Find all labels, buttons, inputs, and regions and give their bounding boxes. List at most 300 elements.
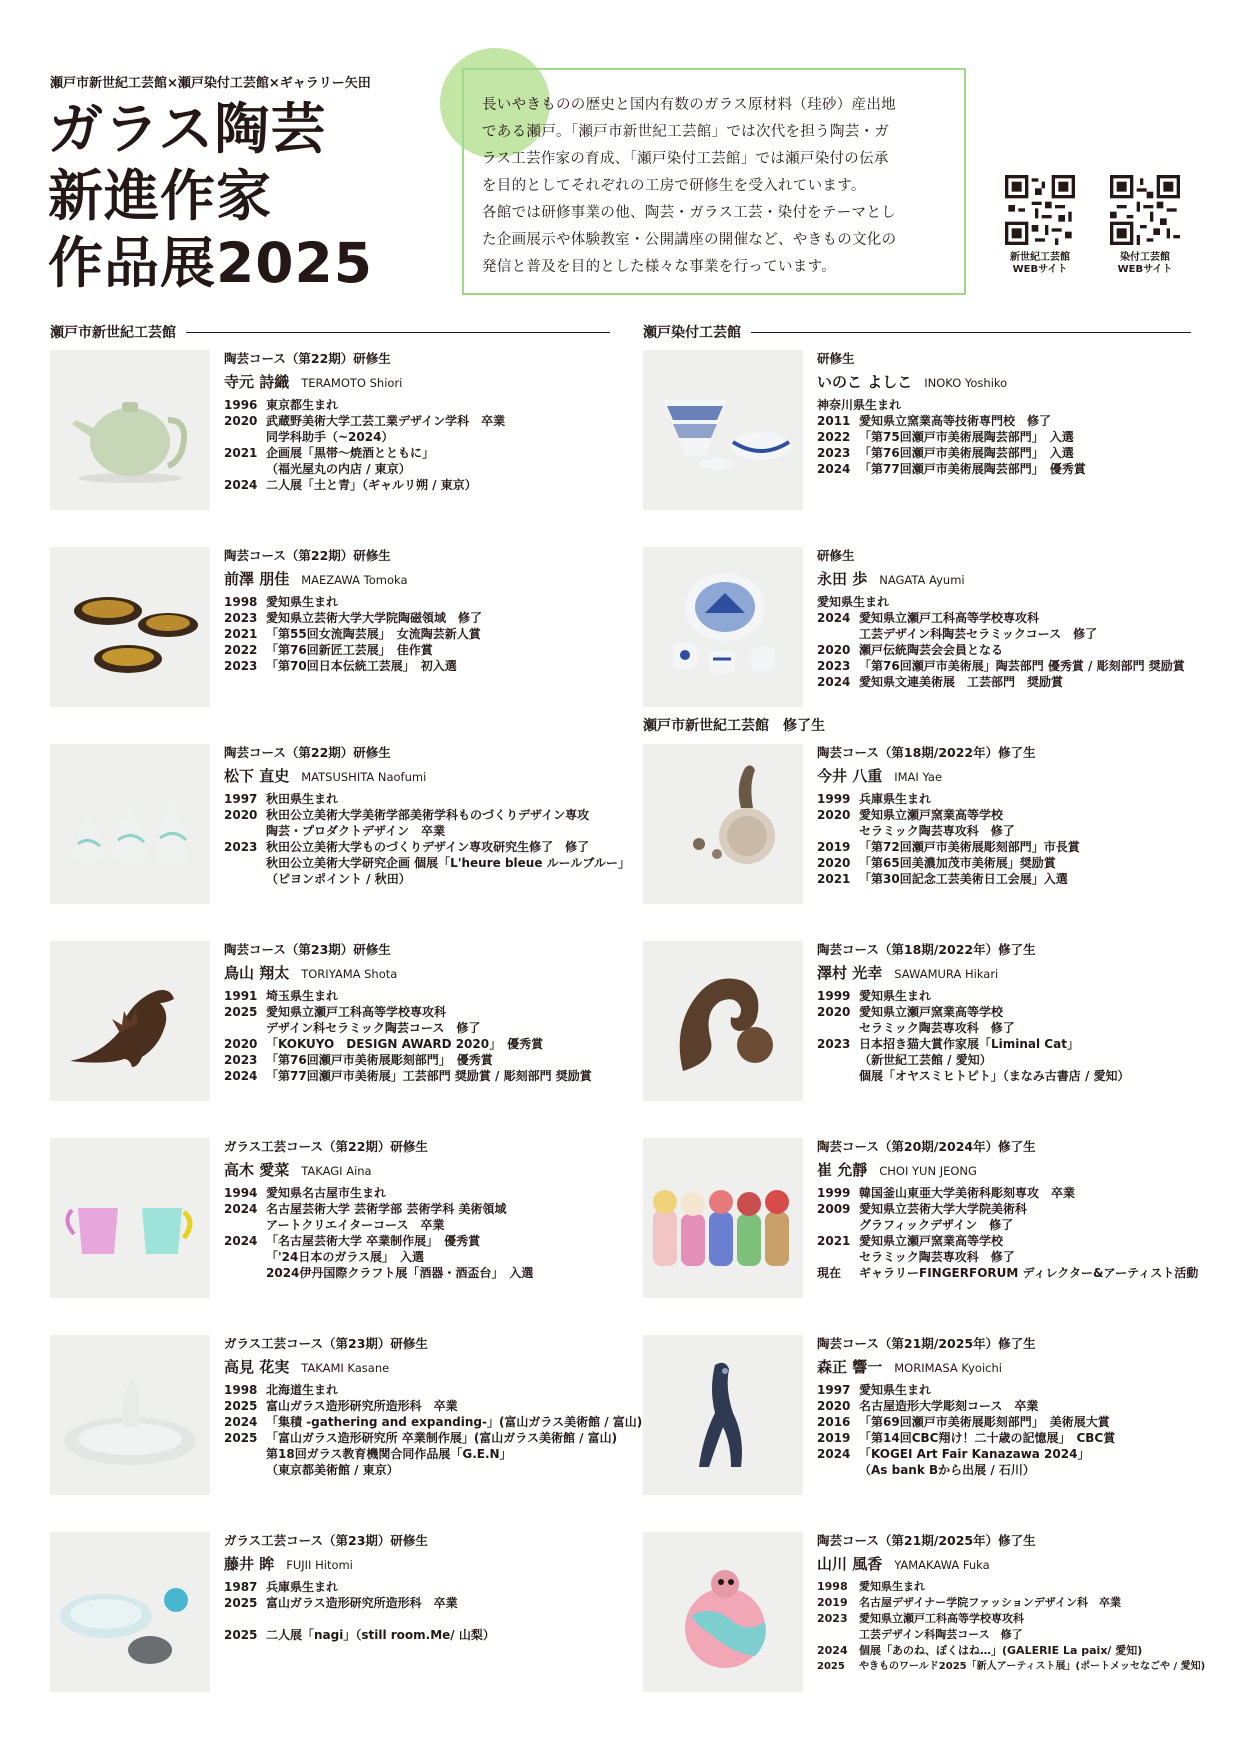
course-label: 陶芸コース（第21期/2025年）修了生 (817, 1533, 1036, 1548)
course-label: 陶芸コース（第21期/2025年）修了生 (817, 1336, 1036, 1351)
history-row (817, 1595, 1207, 1611)
history-text: 愛知県立芸術大学大学院陶磁領域 修了 (266, 611, 483, 625)
history-text: 富山ガラス造形研究所造形科 卒業 (266, 1399, 458, 1413)
history-text: 「第76回瀬戸市美術展陶芸部門」 入選 (859, 446, 1074, 460)
history-row (817, 1265, 1207, 1281)
history-row (224, 1036, 614, 1052)
teapot-image (50, 350, 210, 510)
history-text: 「集積 -gathering and expanding-」(富山ガラス美術館 / 富山) (266, 1415, 643, 1429)
course-label: 陶芸コース（第22期）研修生 (224, 351, 391, 366)
history-row (224, 610, 614, 626)
history-year: 2009 (817, 1202, 851, 1216)
vases-image (50, 744, 210, 904)
artist-info (224, 1532, 614, 1643)
section-header-left (50, 322, 610, 342)
history-text: 愛知県生まれ (817, 595, 890, 609)
history-list (817, 1579, 1207, 1675)
history-text: 秋田公立美術大学美術学部美術学科ものづくりデザイン専攻 (266, 808, 590, 822)
artist-entry (50, 1532, 610, 1712)
history-text: 企画展「黒帯～焼酒とともに」 (266, 446, 435, 460)
history-year: 2022 (224, 643, 258, 657)
history-text: 「第75回瀬戸市美術展陶芸部門」 入選 (859, 430, 1074, 444)
history-text: 愛知県立窯業高等技術専門校 修了 (859, 414, 1052, 428)
artist-entry (643, 1138, 1203, 1318)
history-year: 2023 (224, 840, 258, 854)
name-row (224, 765, 614, 786)
history-year (224, 1446, 266, 1462)
history-year: 2023 (224, 1053, 258, 1067)
history-year (224, 1265, 266, 1281)
blue-bowls-image (643, 350, 803, 510)
history-list (817, 988, 1207, 1084)
history-row (817, 1398, 1207, 1414)
artist-info (817, 744, 1207, 887)
artist-entry (643, 744, 1203, 924)
history-row (224, 1446, 614, 1462)
history-row (817, 1020, 1207, 1036)
course-label: 陶芸コース（第18期/2022年）修了生 (817, 942, 1036, 957)
history-text: 武蔵野美術大学工芸工業デザイン学科 卒業 (266, 414, 506, 428)
history-text: 東京都生まれ (266, 398, 339, 412)
history-row (817, 871, 1207, 887)
history-year: 1999 (817, 792, 851, 806)
history-year (817, 823, 859, 839)
history-text: 北海道生まれ (266, 1383, 339, 1397)
history-year: 2019 (817, 1596, 848, 1609)
artwork-photo (643, 350, 803, 510)
history-text: 「第14回CBC翔け！二十歳の記憶展」 CBC賞 (859, 1431, 1116, 1445)
history-year: 2019 (817, 840, 851, 854)
plates-image (50, 547, 210, 707)
intro-text (482, 92, 947, 281)
sometsuke-ware-image (643, 547, 803, 707)
history-text: セラミック陶芸専攻科 修了 (859, 824, 1015, 838)
course-label: ガラス工芸コース（第23期）研修生 (224, 1533, 428, 1548)
history-year: 2021 (817, 1234, 851, 1248)
history-text: 「第30回記念工芸美術日工会展」入選 (859, 872, 1068, 886)
history-year: 1994 (224, 1186, 258, 1200)
qr-code-sometsuke[interactable] (1110, 175, 1180, 245)
history-row (224, 1430, 618, 1446)
artwork-photo (643, 941, 803, 1101)
artist-name-en: TERAMOTO Shiori (301, 376, 403, 390)
history-text: 愛知県名古屋市生まれ (266, 1186, 387, 1200)
history-year: 2025 (817, 1661, 845, 1672)
artist-entry (50, 547, 610, 727)
history-year: 1999 (817, 1186, 851, 1200)
history-year: 現在 (817, 1266, 842, 1280)
artist-name-en: CHOI YUN JEONG (879, 1164, 977, 1178)
history-text: 「'24日本のガラス展」 入選 (266, 1250, 425, 1264)
history-row (224, 413, 614, 429)
intro-line: 発信と普及を目的とした様々な事業を行っています。 (482, 259, 837, 275)
course-label: 陶芸コース（第22期）研修生 (224, 745, 391, 760)
artist-info (817, 1138, 1207, 1281)
history-year: 2023 (224, 611, 258, 625)
history-text: （東京都美術館 / 東京） (266, 1463, 399, 1477)
history-year: 1996 (224, 398, 258, 412)
history-list (224, 397, 614, 493)
artist-name-jp: 高見 花実 (224, 1358, 290, 1376)
history-row (224, 429, 614, 445)
history-year: 2021 (224, 446, 258, 460)
history-row (224, 461, 614, 477)
history-row (224, 988, 614, 1004)
history-year: 2020 (224, 808, 258, 822)
history-text: 愛知県生まれ (859, 1580, 925, 1593)
history-row (817, 1430, 1207, 1446)
history-text: （新世紀工芸館 / 愛知） (859, 1053, 992, 1067)
name-row (817, 371, 1207, 392)
history-text: 工芸デザイン科陶芸コース 修了 (859, 1628, 1023, 1641)
history-row (817, 1217, 1207, 1233)
artist-name-jp: 森正 響一 (817, 1358, 883, 1376)
name-row (224, 1356, 614, 1377)
history-year: 2011 (817, 414, 851, 428)
history-year (817, 1217, 859, 1233)
course-label: 研修生 (817, 351, 855, 366)
history-year (817, 1068, 859, 1084)
history-list (817, 1382, 1207, 1478)
history-text: （As bank Bから出展 / 石川） (859, 1463, 1035, 1477)
history-row (817, 1382, 1207, 1398)
history-text: 愛知県生まれ (859, 989, 932, 1003)
history-text: 秋田公立美術大学ものづくりデザイン専攻研究生修了 修了 (266, 840, 590, 854)
name-row (817, 962, 1207, 983)
history-row (817, 1462, 1207, 1478)
name-row (817, 1356, 1207, 1377)
history-year: 2023 (817, 1037, 851, 1051)
artist-name-en: FUJII Hitomi (286, 1558, 353, 1572)
history-year (224, 855, 266, 871)
history-text: 「KOKUYO DESIGN AWARD 2020」 優秀賞 (266, 1037, 544, 1051)
history-text: 愛知県文連美術展 工芸部門 奨励賞 (859, 675, 1064, 689)
history-text: 「第77回瀬戸市美術展」工芸部門 奨励賞 / 彫刻部門 奨励賞 (266, 1069, 592, 1083)
intro-line: を目的としてそれぞれの工房で研修生を受入れています。 (482, 178, 866, 194)
artist-info (817, 941, 1207, 1084)
history-row (817, 1052, 1207, 1068)
history-row (224, 1004, 614, 1020)
artist-info (817, 350, 1207, 477)
history-year (817, 626, 859, 642)
history-year: 2021 (817, 872, 851, 886)
history-text: 愛知県生まれ (859, 1383, 932, 1397)
history-text: 埼玉県生まれ (266, 989, 339, 1003)
artwork-photo (643, 547, 803, 707)
history-text: 韓国釜山東亜大学美術科彫刻専攻 卒業 (859, 1186, 1076, 1200)
course-label: ガラス工芸コース（第22期）研修生 (224, 1139, 428, 1154)
name-row (224, 1159, 614, 1180)
artist-name-jp: 今井 八重 (817, 767, 883, 785)
history-text: 「名古屋芸術大学 卒業制作展」 優秀賞 (266, 1234, 481, 1248)
dinosaur-sculpture-image (50, 941, 210, 1101)
history-row (224, 658, 614, 674)
artist-name-en: TAKAMI Kasane (301, 1361, 390, 1375)
artist-name-en: MORIMASA Kyoichi (894, 1361, 1002, 1375)
artwork-photo (50, 1335, 210, 1495)
history-year: 2023 (817, 659, 851, 673)
history-text: ギャラリーFINGERFORUM ディレクター&アーティスト活動 (859, 1266, 1199, 1280)
history-year: 2022 (817, 430, 851, 444)
artist-name-jp: 高木 愛菜 (224, 1161, 290, 1179)
history-year: 2024 (224, 1234, 258, 1248)
section-title: 瀬戸市新世紀工芸館 (50, 325, 176, 341)
history-year (817, 1020, 859, 1036)
history-row (224, 1595, 614, 1611)
artist-name-en: YAMAKAWA Fuka (894, 1558, 990, 1572)
history-row (817, 626, 1207, 642)
figurines-image (643, 1138, 803, 1298)
history-text: 二人展「土と青」（ギャルリ朔 / 東京） (266, 478, 477, 492)
artwork-photo (50, 744, 210, 904)
artist-info (224, 744, 630, 887)
history-row (224, 445, 614, 461)
history-text: 陶芸・プロダクトデザイン 卒業 (266, 824, 446, 838)
name-row (224, 371, 614, 392)
history-year: 2024 (817, 1644, 848, 1657)
intro-line: 長いやきものの歴史と国内有数のガラス原材料（珪砂）産出地 (482, 97, 896, 113)
history-year: 1998 (224, 1383, 258, 1397)
history-year (224, 1249, 266, 1265)
history-list (224, 1579, 614, 1643)
title-line-2: 新進作家 (48, 164, 273, 228)
figure-sculpture-image (643, 1335, 803, 1495)
artist-entry (50, 1335, 643, 1515)
history-year (224, 1462, 266, 1478)
history-year: 1991 (224, 989, 258, 1003)
history-text: 日本招き猫大賞作家展「Liminal Cat」 (859, 1037, 1079, 1051)
history-row (817, 1068, 1207, 1084)
history-year: 2020 (224, 1037, 258, 1051)
history-year: 2024 (817, 1447, 851, 1461)
qr-caption-line: WEBサイト (1117, 264, 1173, 275)
qr-caption-sometsuke (1100, 252, 1190, 276)
history-row (817, 1446, 1207, 1462)
artist-name-jp: 寺元 詩織 (224, 373, 290, 391)
history-year (224, 871, 266, 887)
artist-name-en: NAGATA Ayumi (879, 573, 965, 587)
intro-line: ラス工芸作家の育成、「瀬戸染付工芸館」では瀬戸染付の伝承 (482, 151, 889, 167)
name-row (817, 1159, 1207, 1180)
history-row (224, 1185, 614, 1201)
history-row (224, 871, 614, 887)
glass-objects-image (50, 1532, 210, 1692)
history-list (224, 594, 614, 674)
history-text: （ピヨンポイント / 秋田） (266, 872, 411, 886)
creature-sculpture-image (643, 1532, 803, 1692)
history-row (817, 461, 1207, 477)
name-row (224, 568, 614, 589)
history-text: 「第72回瀬戸市美術展彫刻部門」市長賞 (859, 840, 1080, 854)
section-rule (751, 332, 1191, 333)
history-row (817, 413, 1207, 429)
course-label: 研修生 (817, 548, 855, 563)
name-row (817, 1553, 1207, 1574)
history-text: アートクリエイターコース 卒業 (266, 1218, 445, 1232)
history-text: 工芸デザイン科陶芸セラミックコース 修了 (859, 627, 1098, 641)
history-year: 1999 (817, 989, 851, 1003)
history-year: 2025 (224, 1628, 258, 1642)
history-year: 1997 (817, 1383, 851, 1397)
artist-info (224, 941, 614, 1084)
artist-name-en: IMAI Yae (894, 770, 943, 784)
history-text: 兵庫県生まれ (859, 792, 932, 806)
history-row (224, 1265, 614, 1281)
artist-name-en: MAEZAWA Tomoka (301, 573, 408, 587)
intro-line: た企画展示や体験教室・公開講座の開催など、やきもの文化の (482, 232, 897, 248)
history-row (224, 807, 614, 823)
history-year (817, 1052, 859, 1068)
history-text: 名古屋デザイナー学院ファッションデザイン科 卒業 (859, 1596, 1122, 1609)
history-text: 二人展「nagi」（still room.Me/ 山梨） (266, 1628, 495, 1642)
history-text: 兵庫県生まれ (266, 1580, 339, 1594)
history-year: 2024 (817, 675, 851, 689)
history-text: 「KOGEI Art Fair Kanazawa 2024」 (859, 1447, 1090, 1461)
history-list (817, 397, 1207, 477)
history-row (817, 1627, 1207, 1643)
history-text: 神奈川県生まれ (817, 398, 902, 412)
history-text: 愛知県立瀬戸窯業高等学校 (859, 1234, 1004, 1248)
qr-code-shinseiki[interactable] (1005, 175, 1075, 245)
artist-entry (643, 941, 1203, 1121)
history-text: 同学科助手（~2024） (266, 430, 394, 444)
course-label: 陶芸コース（第20期/2024年）修了生 (817, 1139, 1036, 1154)
artist-entry (50, 744, 630, 924)
history-row (224, 1414, 643, 1430)
history-year: 2023 (224, 659, 258, 673)
artist-info (817, 1532, 1207, 1675)
history-year: 2024 (224, 478, 258, 492)
history-text: （福光屋丸の内店 / 東京） (266, 462, 411, 476)
history-row (817, 674, 1207, 690)
history-text: 個展「あのね、ぼくはね…」(GALERIE La paix/ 愛知) (859, 1644, 1143, 1657)
artwork-photo (643, 1335, 803, 1495)
artwork-photo (643, 1138, 803, 1298)
artwork-photo (50, 941, 210, 1101)
history-year: 2024 (817, 611, 851, 625)
title-line-3: 作品展2025 (48, 231, 374, 295)
history-text: 秋田県生まれ (266, 792, 339, 806)
history-row (817, 1233, 1207, 1249)
history-row (224, 1052, 614, 1068)
history-row (224, 397, 614, 413)
history-text: 秋田公立美術大学研究企画 個展「L'heure bleue ルールブルー」 (266, 856, 630, 870)
artist-info (224, 1335, 643, 1478)
history-year: 2020 (817, 643, 851, 657)
history-row (224, 1398, 614, 1414)
intro-line: 各館では研修事業の他、陶芸・ガラス工芸・染付をテーマとし (482, 205, 896, 221)
history-row (817, 594, 1207, 610)
artist-name-jp: 前澤 朋佳 (224, 570, 290, 588)
history-year: 1998 (224, 595, 258, 609)
history-text: 「第76回瀬戸市美術展彫刻部門」 優秀賞 (266, 1053, 493, 1067)
history-text: 富山ガラス造形研究所造形科 卒業 (266, 1596, 458, 1610)
name-row (224, 962, 614, 983)
history-text: 愛知県立瀬戸工科高等学校専攻科 (859, 611, 1040, 625)
history-text: 第18回ガラス教育機関合同作品展「G.E.N」 (266, 1447, 512, 1461)
history-row (817, 1659, 1207, 1675)
history-row (224, 839, 614, 855)
history-text: 名古屋芸術大学 芸術学部 芸術学科 美術領域 (266, 1202, 507, 1216)
history-year: 2020 (817, 856, 851, 870)
section-title: 瀬戸染付工芸館 (643, 325, 741, 341)
artist-info (224, 547, 614, 674)
history-row (817, 610, 1207, 626)
qr-caption-line: WEBサイト (1012, 264, 1068, 275)
history-year: 2016 (817, 1415, 851, 1429)
history-list (817, 791, 1207, 887)
history-row (224, 1462, 614, 1478)
history-row (224, 1611, 614, 1627)
history-row (224, 823, 614, 839)
artist-name-jp: 崔 允靜 (817, 1161, 868, 1179)
history-year (224, 429, 266, 445)
glass-plate-image (50, 1335, 210, 1495)
history-text: 「第65回美濃加茂市美術展」奨励賞 (859, 856, 1056, 870)
history-text: 愛知県立瀬戸工科高等学校専攻科 (859, 1612, 1024, 1625)
artist-name-en: TAKAGI Aina (301, 1164, 372, 1178)
name-row (817, 568, 1207, 589)
history-year (224, 1217, 266, 1233)
history-text: やきものワールド2025「新人アーティスト展」(ポートメッセなごや / 愛知) (859, 1661, 1206, 1672)
history-year: 2024 (224, 1415, 258, 1429)
history-year: 2019 (817, 1431, 851, 1445)
history-year: 2020 (224, 414, 258, 428)
history-row (224, 1579, 614, 1595)
history-list (224, 1382, 643, 1478)
artist-name-jp: 山川 風香 (817, 1555, 883, 1573)
artist-entry (643, 1335, 1203, 1515)
course-label: 陶芸コース（第23期）研修生 (224, 942, 391, 957)
artist-entry (50, 1138, 610, 1318)
history-text: 愛知県立瀬戸工科高等学校専攻科 (266, 1005, 447, 1019)
history-year: 2024 (224, 1202, 258, 1216)
artist-name-en: INOKO Yoshiko (924, 376, 1008, 390)
artwork-photo (643, 1532, 803, 1692)
history-row (817, 839, 1207, 855)
history-year: 2025 (224, 1596, 258, 1610)
history-text: 愛知県立芸術大学大学院美術科 (859, 1202, 1028, 1216)
history-text: 瀬戸伝統陶芸会会員となる (859, 643, 1004, 657)
artist-info (224, 1138, 614, 1281)
artist-entry (643, 547, 1203, 727)
history-row (817, 1249, 1207, 1265)
history-row (224, 791, 614, 807)
history-list (224, 791, 630, 887)
history-year: 2023 (817, 446, 851, 460)
history-row (224, 626, 614, 642)
history-row (817, 1579, 1207, 1595)
history-row (817, 1414, 1207, 1430)
history-year: 2025 (224, 1005, 258, 1019)
artist-name-jp: いのこ よしこ (817, 373, 913, 391)
artist-entry (643, 1532, 1206, 1712)
history-year: 2020 (817, 808, 851, 822)
course-label: 陶芸コース（第18期/2022年）修了生 (817, 745, 1036, 760)
history-row (224, 1201, 614, 1217)
history-text: 「第76回新匠工芸展」 佳作賞 (266, 643, 433, 657)
history-row (817, 1611, 1207, 1627)
artist-info (817, 547, 1207, 690)
history-row (224, 594, 614, 610)
history-row (817, 823, 1207, 839)
history-year: 1987 (224, 1580, 258, 1594)
history-row (817, 658, 1207, 674)
name-row (224, 1553, 614, 1574)
history-year (817, 1627, 859, 1643)
history-row (224, 1020, 614, 1036)
history-row (817, 445, 1207, 461)
